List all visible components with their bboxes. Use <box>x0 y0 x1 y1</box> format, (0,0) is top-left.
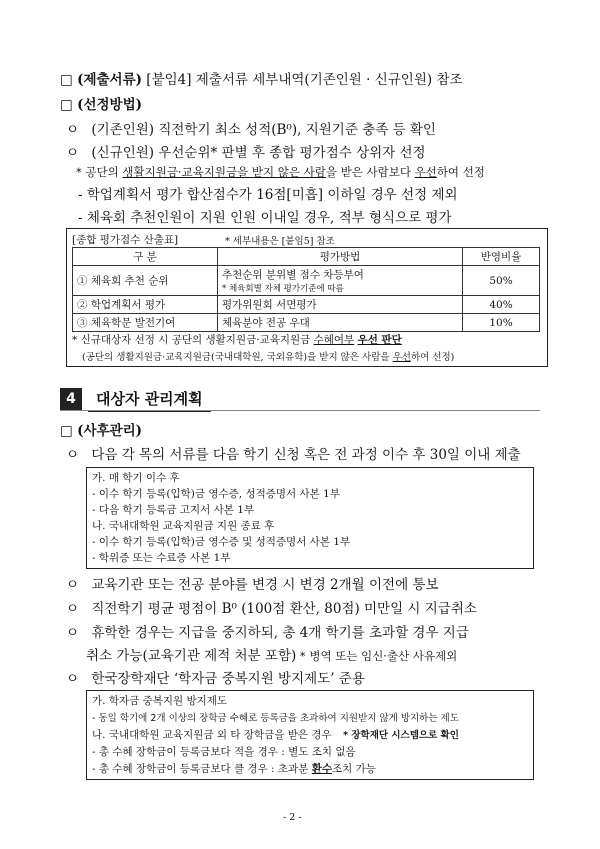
foot2-post: 하여 선정) <box>410 352 455 363</box>
bullet-kosaf <box>66 667 365 687</box>
dup-line: - 총 수혜 장학금이 등록금보다 적을 경우 : 별도 조치 없음 <box>92 746 356 758</box>
dup-line: - 동일 학기에 2개 이상의 장학금 수혜로 등록금을 초과하여 지원받지 않게 방지하는 제도 <box>92 713 459 724</box>
row-rate: 40% <box>463 296 540 314</box>
bullet-mark: ㅇ <box>66 671 80 687</box>
score-footnote-2 <box>82 349 454 363</box>
bullet-existing-text: (기존인원) 직전학기 최소 성적(B⁰), 지원기준 충족 등 확인 <box>91 122 436 138</box>
row-category: ① 체육회 추천 순위 <box>73 266 218 296</box>
foot2-underline: 우선 <box>392 352 411 363</box>
dash-eligibility-line: - 체육회 추천인원이 지원 인원 이내일 경우, 적부 형식으로 평가 <box>78 210 452 226</box>
post-management-title: (사후관리) <box>77 423 143 439</box>
doc-line: 나. 국내대학원 교육지원금 지원 종료 후 <box>92 520 275 532</box>
dup-line-post: 조치 가능 <box>332 763 376 775</box>
bullet-new-text: (신규인원) 우선순위* 판별 후 종합 평가점수 상위자 선정 <box>91 145 426 161</box>
row-method <box>218 266 463 296</box>
priority-note-mid: 을 받은 사람보다 <box>325 165 415 179</box>
header-rate: 반영비율 <box>463 248 540 266</box>
table-row <box>73 314 540 332</box>
row-method: 체육분야 전공 우대 <box>218 314 463 332</box>
bullet-leave-cont-text: 취소 가능(교육기관 제적 처분 포함) <box>86 648 297 664</box>
bullet-existing <box>66 118 436 138</box>
row-rate: 50% <box>463 266 540 296</box>
submission-docs-title: (제출서류) <box>77 72 143 88</box>
foot1-priority: 우선 판단 <box>357 334 402 346</box>
bullet-submit-text: 다음 각 목의 서류를 다음 학기 신청 혹은 전 과정 이수 후 30일 이내 제출 <box>91 447 521 463</box>
checkbox-square: □ <box>60 423 73 439</box>
bullet-leave-cont <box>86 644 457 664</box>
row-category: ③ 체육학문 발전기여 <box>73 314 218 332</box>
foot2-text: (공단의 생활지원금·교육지원금(국내대학원, 국외유학)을 받지 않은 사람을 <box>82 352 393 363</box>
dup-line-text: - 총 수혜 장학금이 등록금보다 클 경우 : 초과분 <box>92 763 312 775</box>
doc-line: - 다음 학기 등록금 고지서 사본 1부 <box>92 504 255 516</box>
bullet-leave <box>66 621 469 641</box>
row-method: 평가위원회 서면평가 <box>218 296 463 314</box>
selection-method-heading <box>60 93 142 113</box>
bullet-mark: ㅇ <box>66 447 80 463</box>
score-footnote-1 <box>72 332 402 347</box>
foot1-underline: 수혜여부 <box>313 334 355 346</box>
row-rate: 10% <box>463 314 540 332</box>
score-label: [종합 평가점수 산출표] <box>72 234 179 246</box>
bullet-change-notice <box>66 573 439 593</box>
dup-line-a: 나. 국내대학원 교육지원금 외 타 장학금을 받은 경우 <box>92 729 332 741</box>
page-number: - 2 - <box>283 812 302 823</box>
priority-note <box>76 164 485 180</box>
score-table-header <box>73 248 540 266</box>
bullet-mark: ㅇ <box>66 122 80 138</box>
doc-line: - 이수 학기 등록(입학)금 영수증 및 성적증명서 사본 1부 <box>92 536 351 548</box>
bullet-mark: ㅇ <box>66 601 80 617</box>
row-method-sub: * 체육회별 자체 평가기준에 따름 <box>222 284 344 294</box>
bullet-gpa-text: 직전학기 평균 평점이 B⁰ (100점 환산, 80점) 미만일 시 지급취소 <box>91 601 477 617</box>
bullet-mark: ㅇ <box>66 145 80 161</box>
checkbox-square: □ <box>60 97 73 113</box>
dup-line-note: * 장학재단 시스템으로 확인 <box>343 730 459 741</box>
bullet-submit <box>66 443 521 463</box>
row-category: ② 학업계획서 평가 <box>73 296 218 314</box>
bullet-new <box>66 141 426 161</box>
priority-note-post: 하여 선정 <box>436 165 485 179</box>
table-row <box>73 296 540 314</box>
post-management-heading <box>60 419 142 439</box>
section-title: 대상자 관리계획 <box>88 388 211 412</box>
submission-docs-text: [붙임4] 제출서류 세부내역(기존인원 · 신규인원) 참조 <box>142 72 463 88</box>
row-method-main: 추천순위 분위별 점수 차등부여 <box>222 269 364 281</box>
doc-line: - 이수 학기 등록(입학)금 영수증, 성적증명서 사본 1부 <box>92 488 340 500</box>
dup-line <box>92 761 376 776</box>
priority-note-pre: * 공단의 <box>76 165 123 179</box>
priority-note-priority: 우선 <box>414 165 437 179</box>
score-note: * 세부내용은 [붙임5] 참조 <box>225 236 335 247</box>
priority-note-underline: 생활지원금·교육지원금을 받지 않은 사람 <box>122 165 326 179</box>
foot1-text: * 신규대상자 선정 시 공단의 생활지원금·교육지원금 <box>72 334 314 346</box>
bullet-leave-note: * 병역 또는 임신·출산 사유제외 <box>296 649 458 663</box>
dup-line: 가. 학자금 중복지원 방지제도 <box>92 695 228 707</box>
checkbox-square: □ <box>60 72 73 88</box>
bullet-kosaf-text: 한국장학재단 ‘학자금 중복지원 방지제도’ 준용 <box>91 671 365 687</box>
submission-docs-line <box>60 68 463 88</box>
bullet-change-notice-text: 교육기관 또는 전공 분야를 변경 시 변경 2개월 이전에 통보 <box>91 577 439 593</box>
selection-method-title: (선정방법) <box>77 97 143 113</box>
section-divider <box>60 410 540 411</box>
header-category: 구 분 <box>73 248 218 266</box>
bullet-mark: ㅇ <box>66 625 80 641</box>
bullet-mark: ㅇ <box>66 577 80 593</box>
dup-line <box>92 727 459 742</box>
bullet-leave-text: 휴학한 경우는 지급을 중지하되, 총 4개 학기를 초과할 경우 지급 <box>91 625 469 641</box>
table-row <box>73 266 540 296</box>
dup-line-refund: 환수 <box>311 763 332 775</box>
section-number: 4 <box>60 388 82 410</box>
score-table <box>72 247 540 332</box>
dash-exclude-line: - 학업계획서 평가 합산점수가 16점[미흡] 이하일 경우 선정 제외 <box>78 187 458 203</box>
doc-line: - 학위증 또는 수료증 사본 1부 <box>92 552 231 564</box>
bullet-gpa <box>66 597 477 617</box>
header-method: 평가방법 <box>218 248 463 266</box>
doc-line: 가. 매 학기 이수 후 <box>92 472 180 484</box>
